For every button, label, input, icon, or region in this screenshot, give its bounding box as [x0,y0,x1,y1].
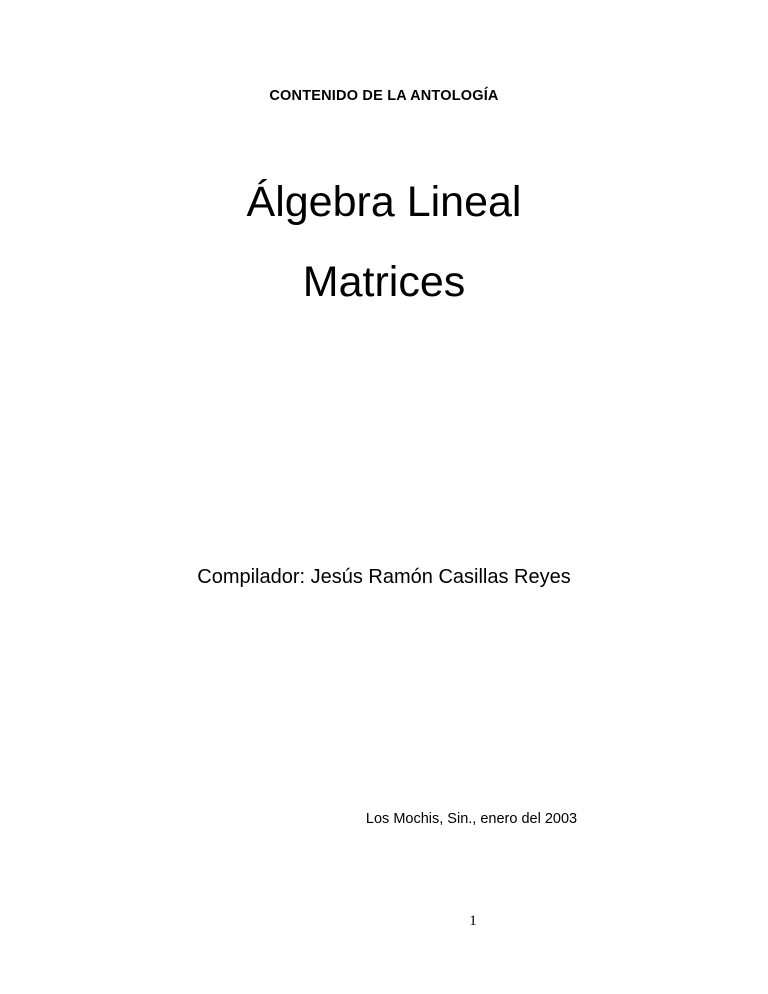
compiler-credit: Compilador: Jesús Ramón Casillas Reyes [197,566,571,588]
document-subtitle: Matrices [302,258,466,306]
place-and-date: Los Mochis, Sin., enero del 2003 [365,811,578,827]
page-number: 1 [469,913,477,929]
antology-content-heading: CONTENIDO DE LA ANTOLOGÍA [269,88,499,104]
document-title: Álgebra Lineal [246,178,522,226]
